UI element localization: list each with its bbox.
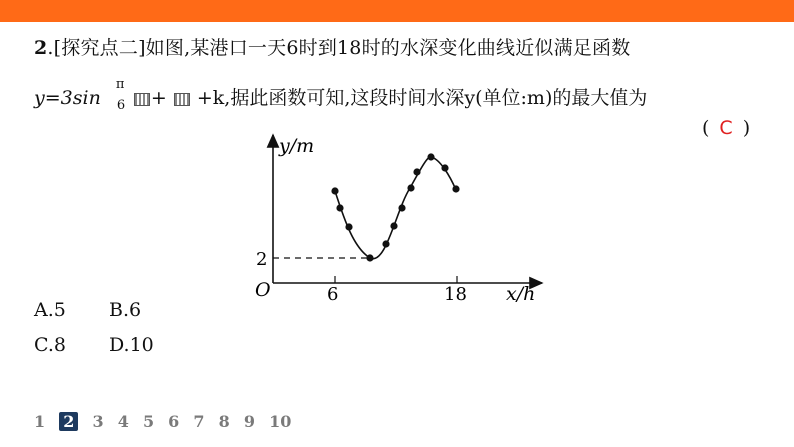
origin-label: O <box>255 279 271 301</box>
question-pager <box>34 412 300 431</box>
data-point <box>331 187 338 194</box>
question-stem-line-1: .[探究点二]如图,某港口一天6时到18时的水深变化曲线近似满足函数 <box>47 37 631 59</box>
data-points <box>331 153 459 261</box>
option-d[interactable]: D.10 <box>109 334 154 356</box>
data-point <box>398 204 405 211</box>
page-link-5[interactable]: 5 <box>142 412 155 431</box>
page-link-2-active[interactable]: 2 <box>59 412 78 431</box>
page-link-9[interactable]: 9 <box>243 412 256 431</box>
page-link-8[interactable]: 8 <box>218 412 230 431</box>
question-stem-line-2: +k,据此函数可知,这段时间水深y(单位:m)的最大值为 <box>196 87 648 109</box>
page-link-4[interactable]: 4 <box>117 412 129 431</box>
data-point <box>441 164 448 171</box>
data-point <box>345 223 352 230</box>
page-link-3[interactable]: 3 <box>92 412 104 431</box>
data-point <box>366 254 373 261</box>
answer-close-paren: ) <box>742 117 751 139</box>
fraction-denominator: 6 <box>116 98 126 113</box>
x-tick-label-18: 18 <box>444 284 467 305</box>
data-point <box>390 222 397 229</box>
water-depth-curve <box>335 157 456 259</box>
option-a[interactable]: A.5 <box>34 299 66 321</box>
data-point <box>413 168 420 175</box>
plus-sign: + <box>150 87 167 109</box>
fraction-numerator: π <box>115 77 125 92</box>
data-point <box>336 204 343 211</box>
x-axis-label: x/h <box>506 283 536 305</box>
page-link-7[interactable]: 7 <box>193 412 205 431</box>
y-axis-label: y/m <box>279 135 315 157</box>
data-point <box>407 184 414 191</box>
option-b[interactable]: B.6 <box>109 299 142 321</box>
answer-open-paren: ( <box>702 117 710 139</box>
page-link-10[interactable]: 10 <box>269 412 292 431</box>
question-number: 2 <box>34 37 48 59</box>
page-link-6[interactable]: 6 <box>168 412 180 431</box>
page-link-1[interactable]: 1 <box>34 412 46 431</box>
y-tick-label-2: 2 <box>256 249 268 270</box>
answer-letter: C <box>719 117 733 139</box>
data-point <box>382 240 389 247</box>
data-point <box>427 153 434 160</box>
option-c[interactable]: C.8 <box>34 334 66 356</box>
function-prefix: y=3sin <box>34 87 101 109</box>
x-tick-label-6: 6 <box>327 284 339 305</box>
data-point <box>452 185 459 192</box>
